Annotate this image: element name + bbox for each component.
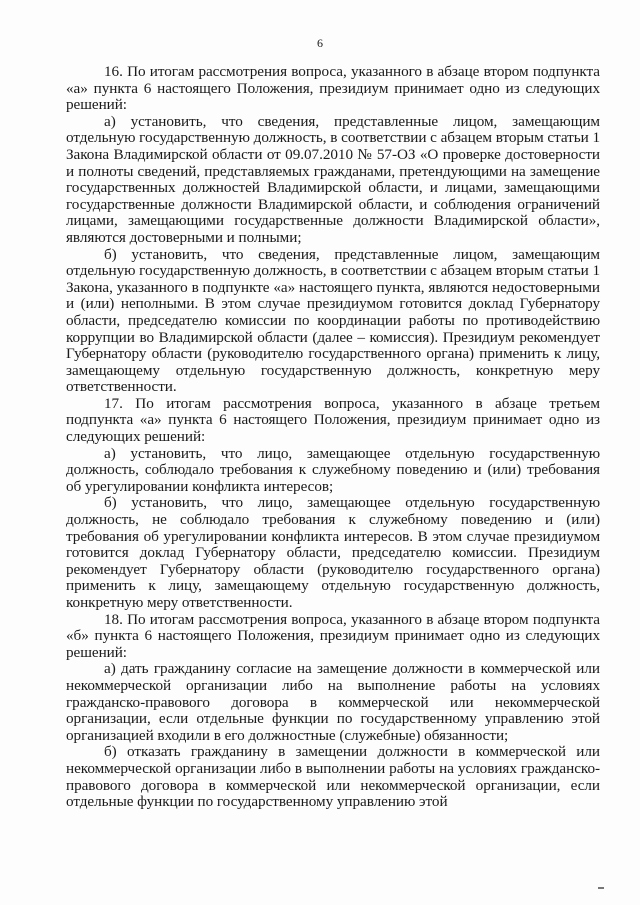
paragraph-18-a: а) дать гражданину согласие на замещение должности в коммерческой или некоммерческой организации либо на выполнение работы на условиях гражданско-правового договора в коммерческой или некоммерческой организации, если отдельные функции по государственному управлению этой организацией входили в его должностные (служебные) обязанности;	[66, 660, 600, 744]
paragraph-16: 16. По итогам рассмотрения вопроса, указанного в абзаце втором подпункта «а» пункта 6 настоящего Положения, президиум принимает одно из следующих решений:	[66, 63, 600, 114]
scan-edge-mark	[598, 887, 604, 889]
paragraph-17-a: а) установить, что лицо, замещающее отдельную государственную должность, соблюдало требования к служебному поведению и (или) требования об урегулировании конфликта интересов;	[66, 444, 600, 495]
paragraph-16-b: б) установить, что сведения, представленные лицом, замещающим отдельную государственную должность, в соответствии с абзацем вторым статьи 1 Закона, указанного в подпункте «а» настоящего пункта, являются недостоверными и (или) неполными. В этом случае президиумом готовится доклад Губернатору области, председателю комиссии по координации работы по противодействию коррупции во Владимирской области (далее – комиссия). Президиум рекомендует Губернатору области (руководителю государственного органа) применить к лицу, замещающему отдельную государственную должность, конкретную меру ответственности.	[66, 245, 600, 396]
document-body	[66, 64, 600, 811]
paragraph-18-b: б) отказать гражданину в замещении должности в коммерческой или некоммерческой организации либо в выполнении работы на условиях гражданско-правового договора в коммерческой или некоммерческой организации, если отдельные функции по государственному управлению этой	[66, 743, 600, 811]
page-number: 6	[317, 36, 323, 50]
paragraph-17-b: б) установить, что лицо, замещающее отдельную государственную должность, не соблюдало требования к служебному поведению и (или) требования об урегулировании конфликта интересов. В этом случае президиумом готовится доклад Губернатору области, председателю комиссии. Президиум рекомендует Губернатору области (руководителю государственного органа) применить к лицу, замещающему отдельную государственную должность, конкретную меру ответственности.	[66, 494, 600, 611]
paragraph-17: 17. По итогам рассмотрения вопроса, указанного в абзаце третьем подпункта «а» пункта 6 настоящего Положения, президиум принимает одно из следующих решений:	[66, 394, 600, 446]
paragraph-16-a: а) установить, что сведения, представленные лицом, замещающим отдельную государственную должность, в соответствии с абзацем вторым статьи 1 Закона Владимирской области от 09.07.2010 № 57-ОЗ «О проверке достоверности и полноты сведений, представляемых гражданами, претендующими на замещение государственных должностей Владимирской области, и лицами, замещающими государственные должности Владимирской области, и соблюдения ограничений лицами, замещающими государственные должности Владимирской области», являются достоверными и полными;	[66, 112, 600, 246]
paragraph-18: 18. По итогам рассмотрения вопроса, указанного в абзаце втором подпункта «б» пункта 6 настоящего Положения, президиум принимает одно из следующих решений:	[66, 610, 600, 661]
